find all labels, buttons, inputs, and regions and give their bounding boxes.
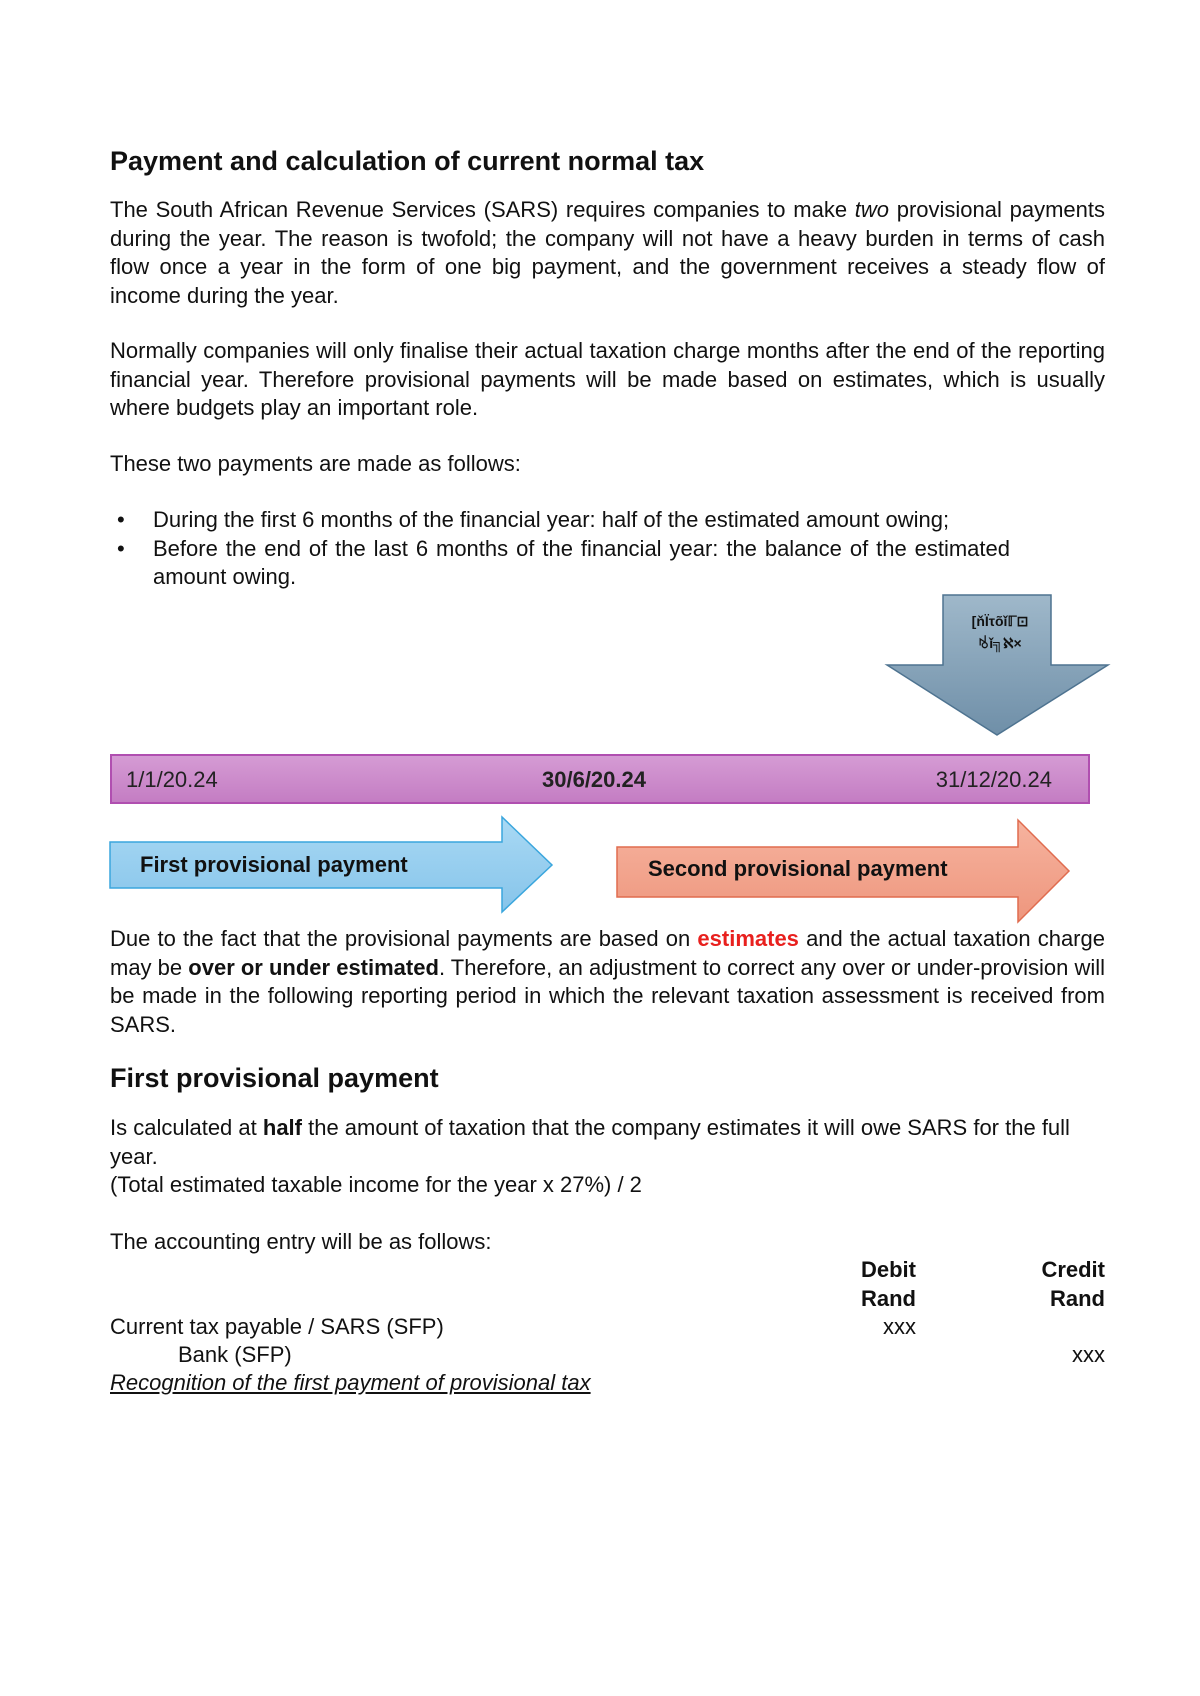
payments-intro: These two payments are made as follows: (110, 451, 521, 476)
intro-text-italic: two (854, 197, 890, 222)
entry-line1-account: Current tax payable / SARS (SFP) (110, 1314, 444, 1339)
calculation-text-a: Is calculated at (110, 1115, 263, 1140)
calculation-bold: half (262, 1115, 302, 1140)
estimates-text-b: and the actual taxation charge may be (110, 926, 1105, 980)
entry-line2-account: Bank (SFP) (178, 1342, 292, 1367)
entry-line1-debit: xxx (883, 1314, 916, 1339)
debit-unit: Rand (861, 1285, 916, 1311)
entry-line2-credit: xxx (1072, 1342, 1105, 1367)
calculation-text-b: the amount of taxation that the company estimates it will owe SARS for the full year. (110, 1115, 1070, 1169)
section-heading: First provisional payment (110, 1063, 439, 1093)
timeline-start-date: 1/1/20.24 (126, 767, 218, 792)
entry-narration: Recognition of the first payment of provisional tax (110, 1370, 591, 1395)
estimates-text-a: Due to the fact that the provisional payments are based on (110, 926, 698, 951)
estimates-text-c: . Therefore, an adjustment to correct any over or under-provision will be made in the following reporting period in which the relevant taxation assessment is received from SARS. (110, 954, 1106, 1037)
timeline-bar (110, 754, 1090, 804)
list-item: • During the first 6 months of the financial year: half of the estimated amount owing; (110, 506, 1010, 535)
down-arrow-label-line: ꂚǐ╗ℵ× (978, 635, 1022, 651)
second-payment-label: Second provisional payment (648, 856, 948, 881)
timeline-mid-date: 30/6/20.24 (542, 767, 646, 792)
credit-header: Credit (1041, 1257, 1105, 1282)
calculation-paragraph (110, 1114, 1110, 1171)
estimates-paragraph (110, 925, 1105, 1039)
debit-column-header (800, 1256, 916, 1313)
timeline-end-date: 31/12/20.24 (935, 767, 1052, 792)
credit-column-header (990, 1256, 1105, 1313)
credit-unit: Rand (1050, 1285, 1105, 1311)
page-title: Payment and calculation of current normal tax (110, 146, 705, 176)
down-arrow-label (955, 610, 1045, 654)
finalise-paragraph: Normally companies will only finalise their actual taxation charge months after the end of the reporting financial year. Therefore provisional payments will be made based on estimates, which is usually where budgets play an important role. (110, 338, 1105, 420)
intro-text-a: The South African Revenue Services (SARS) requires companies to make (110, 197, 855, 222)
estimates-highlight: estimates (697, 926, 799, 951)
debit-header: Debit (861, 1257, 916, 1282)
first-payment-label: First provisional payment (140, 852, 408, 877)
entry-intro: The accounting entry will be as follows: (110, 1229, 492, 1254)
formula: (Total estimated taxable income for the year x 27%) / 2 (110, 1172, 642, 1197)
intro-text-b: provisional payments during the year. The reason is twofold; the company will not have a heavy burden in terms of cash flow once a year in the form of one big payment, and the government receives a steady flow of income during the year. (110, 197, 1105, 308)
down-arrow-label-line: [ňÏτõǐℾ⊡ (971, 613, 1029, 629)
estimates-bold: over or under estimated (188, 954, 439, 980)
list-item: • Before the end of the last 6 months of the financial year: the balance of the estimated amount owing. (110, 535, 1010, 592)
